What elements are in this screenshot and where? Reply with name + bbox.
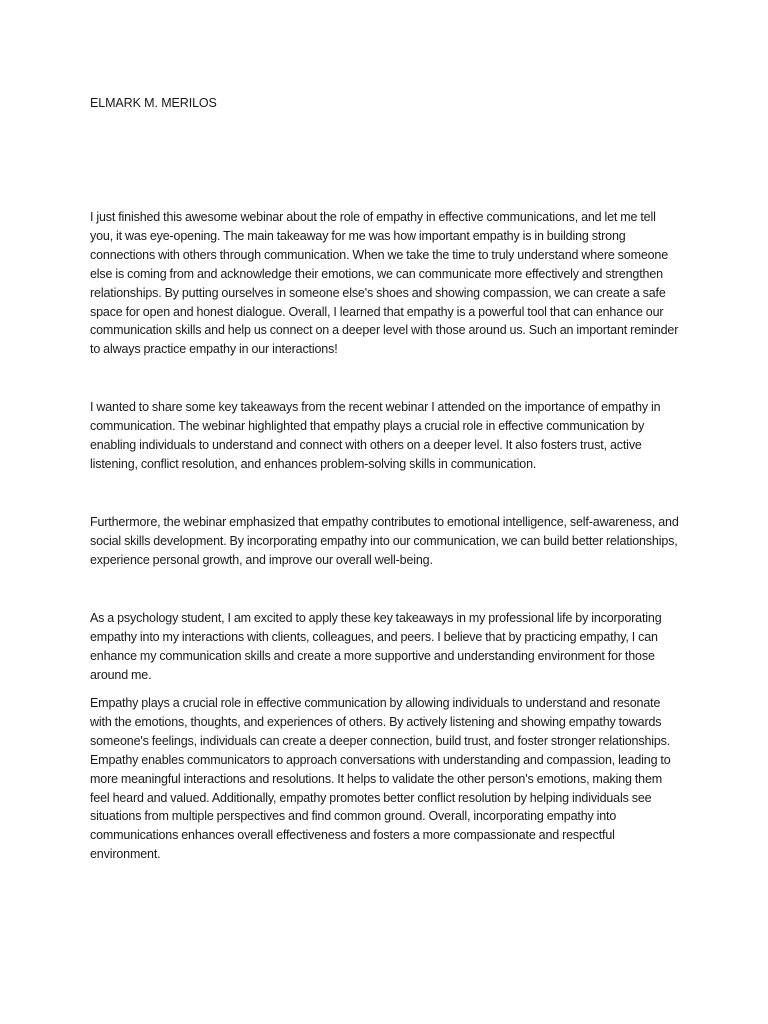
- paragraph-emotional-intelligence: Furthermore, the webinar emphasized that empathy contributes to emotional intelligence, self-awareness, and social skills development. By incorporating empathy into our communication, we can build better relationships, experience personal growth, and improve our overall well-being.: [90, 515, 679, 567]
- paragraph-empathy-role: Empathy plays a crucial role in effective communication by allowing individuals to understand and resonate with the emotions, thoughts, and experiences of others. By actively listening and showing empathy towards someone's feelings, individuals can create a deeper connection, build trust, and foster stronger relationships. Empathy enables communicators to approach conversations with understanding and compassion, leading to more meaningful interactions and resolutions. It helps to validate the other person's emotions, making them feel heard and valued. Additionally, empathy promotes better conflict resolution by helping individuals see situations from multiple perspectives and find common ground. Overall, incorporating empathy into communications enhances overall effectiveness and fosters a more compassionate and respectful environment.: [90, 696, 671, 862]
- author-name: ELMARK M. MERILOS: [90, 96, 217, 110]
- paragraph-psychology-student: As a psychology student, I am excited to apply these key takeaways in my professional life by incorporating empathy into my interactions with clients, colleagues, and peers. I believe that by practicing empathy, I can enhance my communication skills and create a more supportive and understanding environment for those around me.: [90, 611, 662, 682]
- paragraph-key-takeaways: I wanted to share some key takeaways from the recent webinar I attended on the importance of empathy in communication. The webinar highlighted that empathy plays a crucial role in effective communication by enabling individuals to understand and connect with others on a deeper level. It also fosters trust, active listening, conflict resolution, and enhances problem-solving skills in communication.: [90, 400, 661, 471]
- paragraph-webinar-reflection: I just finished this awesome webinar about the role of empathy in effective communications, and let me tell you, it was eye-opening. The main takeaway for me was how important empathy is in building strong connections with others through communication. When we take the time to truly understand where someone else is coming from and acknowledge their emotions, we can communicate more effectively and strengthen relationships. By putting ourselves in someone else's shoes and showing compassion, we can create a safe space for open and honest dialogue. Overall, I learned that empathy is a powerful tool that can enhance our communication skills and help us connect on a deeper level with those around us. Such an important reminder to always practice empathy in our interactions!: [90, 210, 679, 357]
